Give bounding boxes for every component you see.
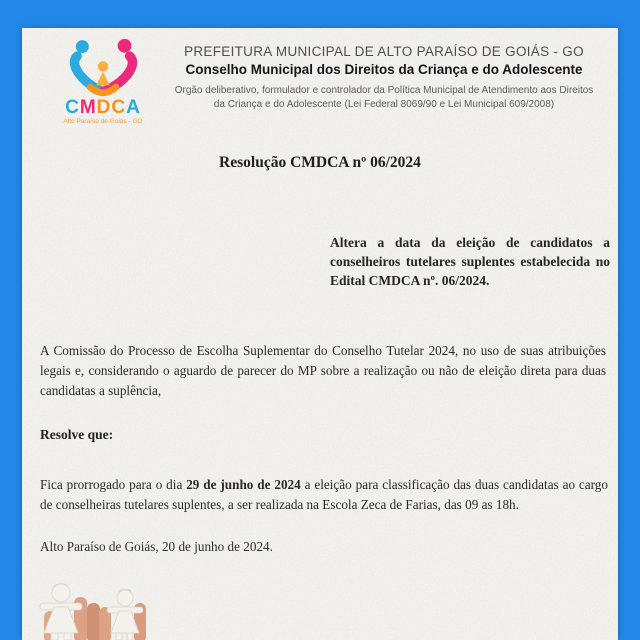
prefeitura-title: PREFEITURA MUNICIPAL DE ALTO PARAÍSO DE GOIÁS - GO	[184, 44, 584, 59]
header-text-block	[160, 44, 608, 112]
logo-letter: D	[96, 97, 112, 118]
resolution-date-bold: 29 de junho de 2024	[186, 477, 301, 492]
place-date-line: Alto Paraíso de Goiás, 20 de junho de 2024.	[40, 539, 273, 554]
resolution-text-post: a eleição para classificação das duas candidatas ao cargo de conselheiras tutelares suplentes, a ser realizada na Escola Zeca de Farias, das 09 as 18h.	[40, 477, 608, 512]
logo-letter: C	[111, 97, 127, 118]
cmdca-logo	[48, 38, 158, 125]
resolution-summary: Altera a data da eleição de candidatos a conselheiros tutelares suplentes estabelecida no Edital CMDCA nº. 06/2024.	[330, 235, 610, 289]
logo-letter: A	[126, 97, 141, 118]
logo-letter: C	[65, 97, 80, 118]
resolution-body-paragraph	[40, 475, 608, 515]
cmdca-logo-subtitle: Alto Paraíso de Goiás - GO	[63, 118, 143, 125]
conselho-title: Conselho Municipal dos Direitos da Criança e do Adolescente	[185, 62, 583, 77]
conselho-description: Orgão deliberativo, formulador e controlador da Política Municipal de Atendimento aos Direitos da Criança e do Adolescente (Lei Federal 8069/90 e Lei Municipal 609/2008)	[174, 85, 594, 110]
resolution-text-pre: Fica prorrogado para o dia	[40, 477, 187, 492]
document-paper	[22, 28, 618, 640]
resolution-title: Resolução CMDCA nº 06/2024	[219, 154, 421, 171]
resolution-intro-paragraph: A Comissão do Processo de Escolha Suplementar do Conselho Tutelar 2024, no uso de suas atribuições legais e, considerando o aguardo de parecer do MP sobre a realização ou não de eleição direta para duas candidatas a suplência,	[40, 343, 606, 398]
resolve-label: Resolve que:	[40, 427, 114, 442]
cmdca-heart-figures-icon	[55, 38, 151, 100]
logo-letter: M	[79, 97, 97, 118]
paper-dolls-photo	[26, 581, 182, 640]
cmdca-logo-acronym	[48, 98, 158, 117]
